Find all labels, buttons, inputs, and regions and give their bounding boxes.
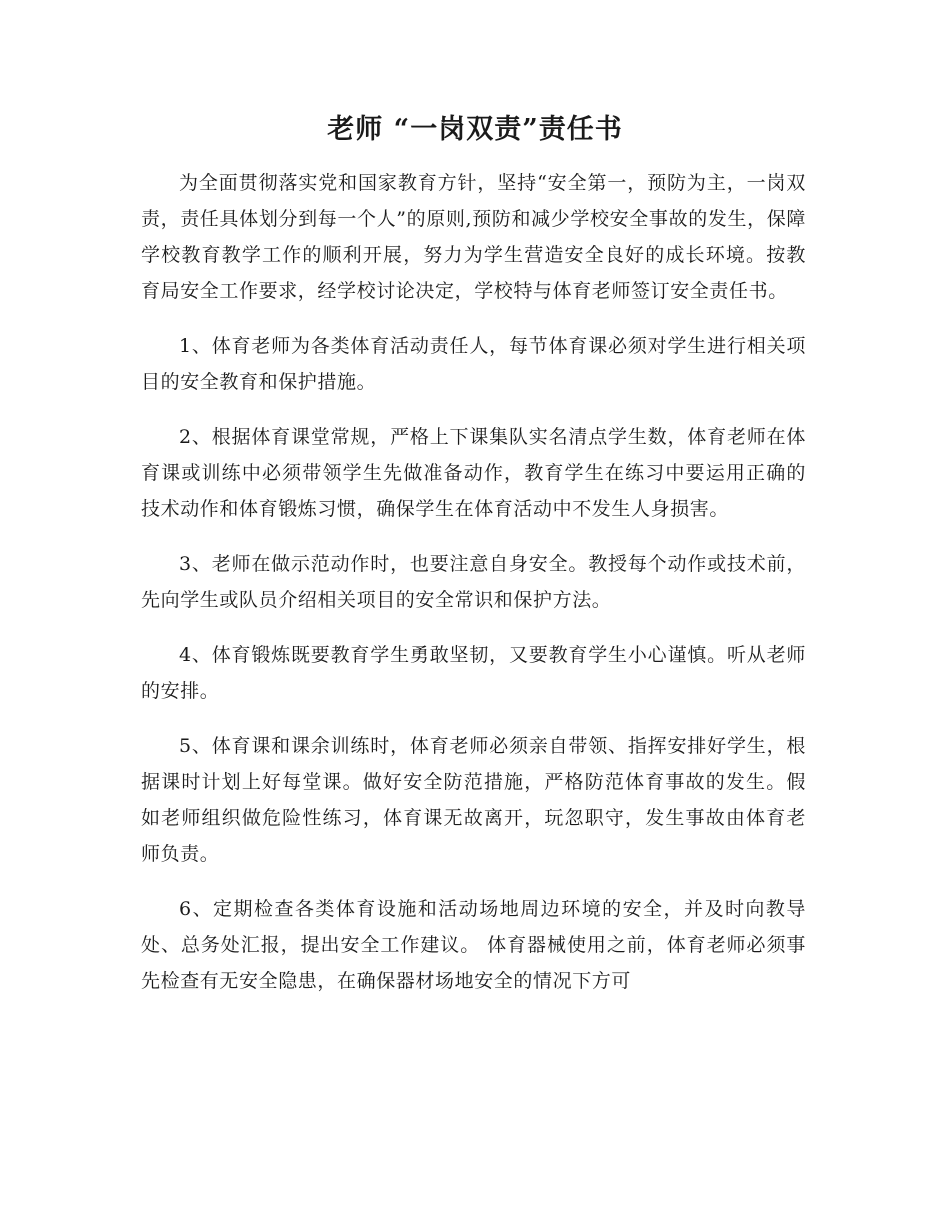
clause-1-paragraph: 1、体育老师为各类体育活动责任人，每节体育课必须对学生进行相关项目的安全教育和保护措施。 <box>141 335 806 393</box>
clause-3-paragraph: 3、老师在做示范动作时，也要注意自身安全。教授每个动作或技术前，先向学生或队员介绍相关项目的安全常识和保护方法。 <box>141 553 806 611</box>
clause-6-paragraph: 6、定期检查各类体育设施和活动场地周边环境的安全，并及时向教导处、总务处汇报，提出安全工作建议。 体育器械使用之前，体育老师必须事先检查有无安全隐患，在确保器材场地安全的情况下方可 <box>141 898 806 992</box>
intro-paragraph: 为全面贯彻落实党和国家教育方针，坚持“安全第一，预防为主，一岗双责，责任具体划分到每一个人”的原则,预防和减少学校安全事故的发生，保障学校教育教学工作的顺利开展，努力为学生营造安全良好的成长环境。按教育局安全工作要求，经学校讨论决定，学校特与体育老师签订安全责任书。 <box>141 172 806 302</box>
clause-2-paragraph: 2、根据体育课堂常规，严格上下课集队实名清点学生数，体育老师在体育课或训练中必须带领学生先做准备动作，教育学生在练习中要运用正确的技术动作和体育锻炼习惯，确保学生在体育活动中不发生人身损害。 <box>141 426 806 520</box>
clause-4-paragraph: 4、体育锻炼既要教育学生勇敢坚韧，又要教育学生小心谨慎。听从老师的安排。 <box>141 644 806 702</box>
clause-5-paragraph: 5、体育课和课余训练时，体育老师必须亲自带领、指挥安排好学生，根据课时计划上好每堂课。做好安全防范措施，严格防范体育事故的发生。假如老师组织做危险性练习，体育课无故离开，玩忽职守，发生事故由体育老师负责。 <box>141 735 806 865</box>
document-body <box>141 165 806 1018</box>
document-title: 老师 “一岗双责”责任书 <box>327 114 623 145</box>
